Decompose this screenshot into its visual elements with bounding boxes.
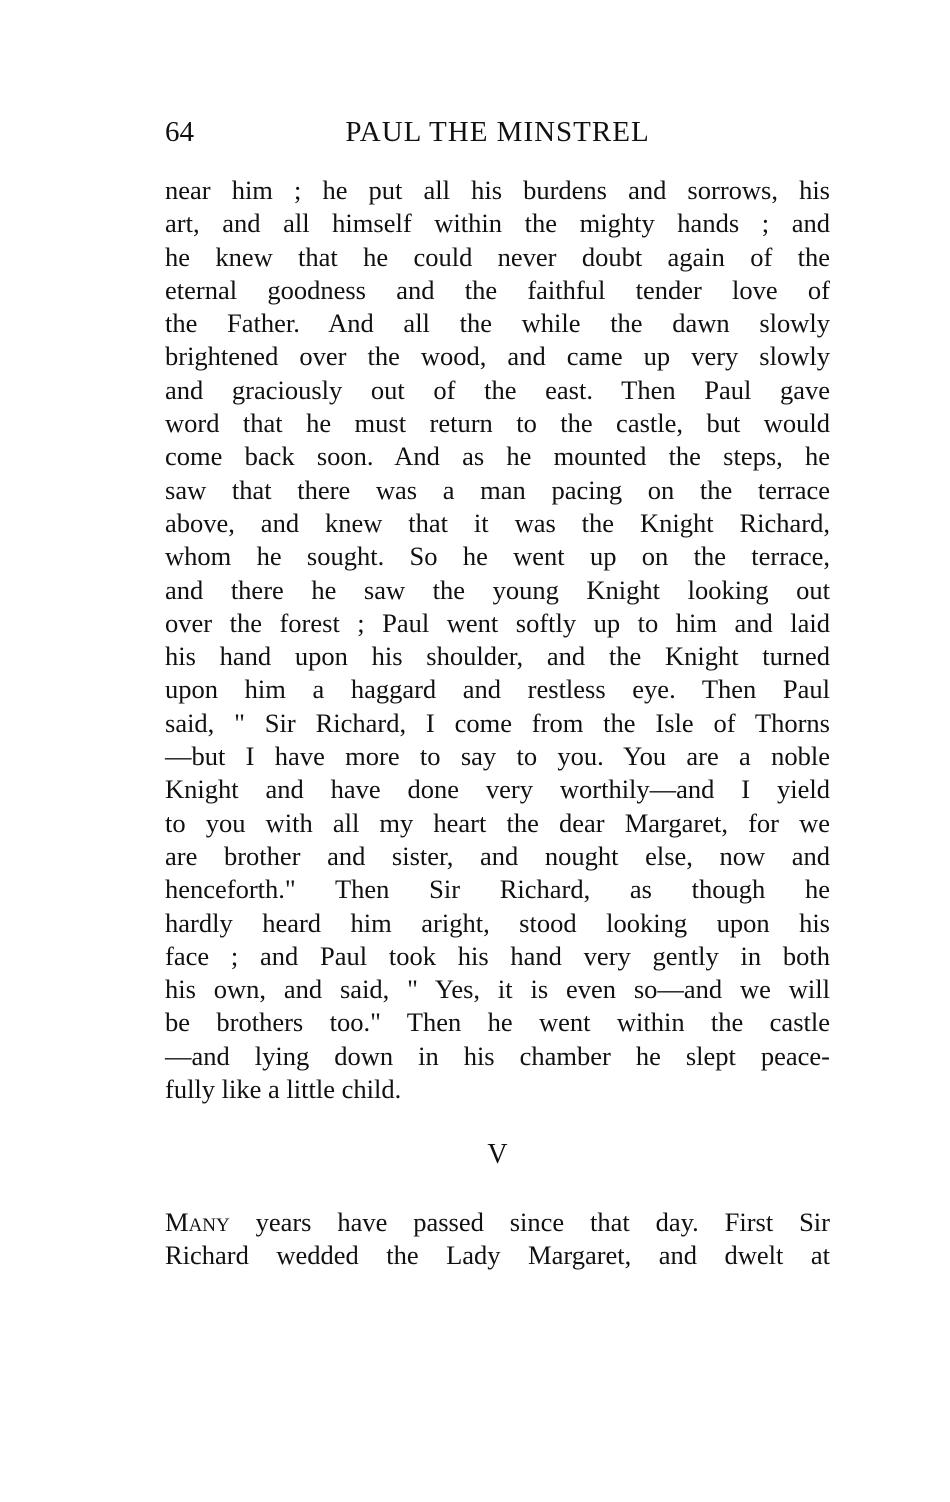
text-line: whom he sought. So he went up on the terrace, (165, 541, 830, 572)
text-line: word that he must return to the castle, but would (165, 408, 830, 439)
text-line: upon him a haggard and restless eye. Then Paul (165, 674, 830, 705)
text-line: come back soon. And as he mounted the steps, he (165, 441, 830, 472)
text-line: hardly heard him aright, stood looking upon his (165, 907, 830, 938)
text-line: over the forest ; Paul went softly up to him and laid (165, 607, 830, 638)
text-line: said, " Sir Richard, I come from the Isle of Thorns (165, 707, 830, 738)
text-line: face ; and Paul took his hand very gently in both (165, 940, 830, 971)
text-line: Knight and have done very worthily—and I yield (165, 774, 830, 805)
first-word: Many (165, 1207, 230, 1237)
text-line: and graciously out of the east. Then Paul gave (165, 374, 830, 405)
running-title: PAUL THE MINSTREL (345, 116, 650, 148)
text-line: to you with all my heart the dear Margaret, for we (165, 807, 830, 838)
text-line: are brother and sister, and nought else, now and (165, 840, 830, 871)
text-line: he knew that he could never doubt again of the (165, 241, 830, 272)
text-line: and there he saw the young Knight looking out (165, 574, 830, 605)
text-line: the Father. And all the while the dawn slowly (165, 308, 830, 339)
text-line: brightened over the wood, and came up very slowly (165, 341, 830, 372)
page-number: 64 (165, 116, 194, 148)
text-line: his hand upon his shoulder, and the Knight turned (165, 641, 830, 672)
text-line: above, and knew that it was the Knight Richard, (165, 507, 830, 538)
body-text (165, 174, 830, 1106)
text-line: be brothers too." Then he went within the castle (165, 1007, 830, 1038)
section-heading: V (487, 1139, 508, 1170)
text-line: fully like a little child. (165, 1074, 402, 1105)
text-line: his own, and said, " Yes, it is even so—and we will (165, 974, 830, 1005)
section-text (165, 1206, 830, 1273)
text-line: eternal goodness and the faithful tender love of (165, 274, 830, 305)
text-line: henceforth." Then Sir Richard, as though he (165, 874, 830, 905)
first-line-rest: years have passed since that day. First Sir (229, 1207, 830, 1237)
running-head (165, 112, 830, 152)
text-line: —but I have more to say to you. You are a noble (165, 741, 830, 772)
text-line (165, 1206, 830, 1239)
text-line: —and lying down in his chamber he slept peace- (165, 1040, 830, 1071)
text-line: Richard wedded the Lady Margaret, and dwelt at (165, 1240, 830, 1271)
text-line: near him ; he put all his burdens and sorrows, his (165, 175, 830, 205)
text-line: saw that there was a man pacing on the terrace (165, 474, 830, 505)
text-line: art, and all himself within the mighty hands ; and (165, 208, 830, 239)
